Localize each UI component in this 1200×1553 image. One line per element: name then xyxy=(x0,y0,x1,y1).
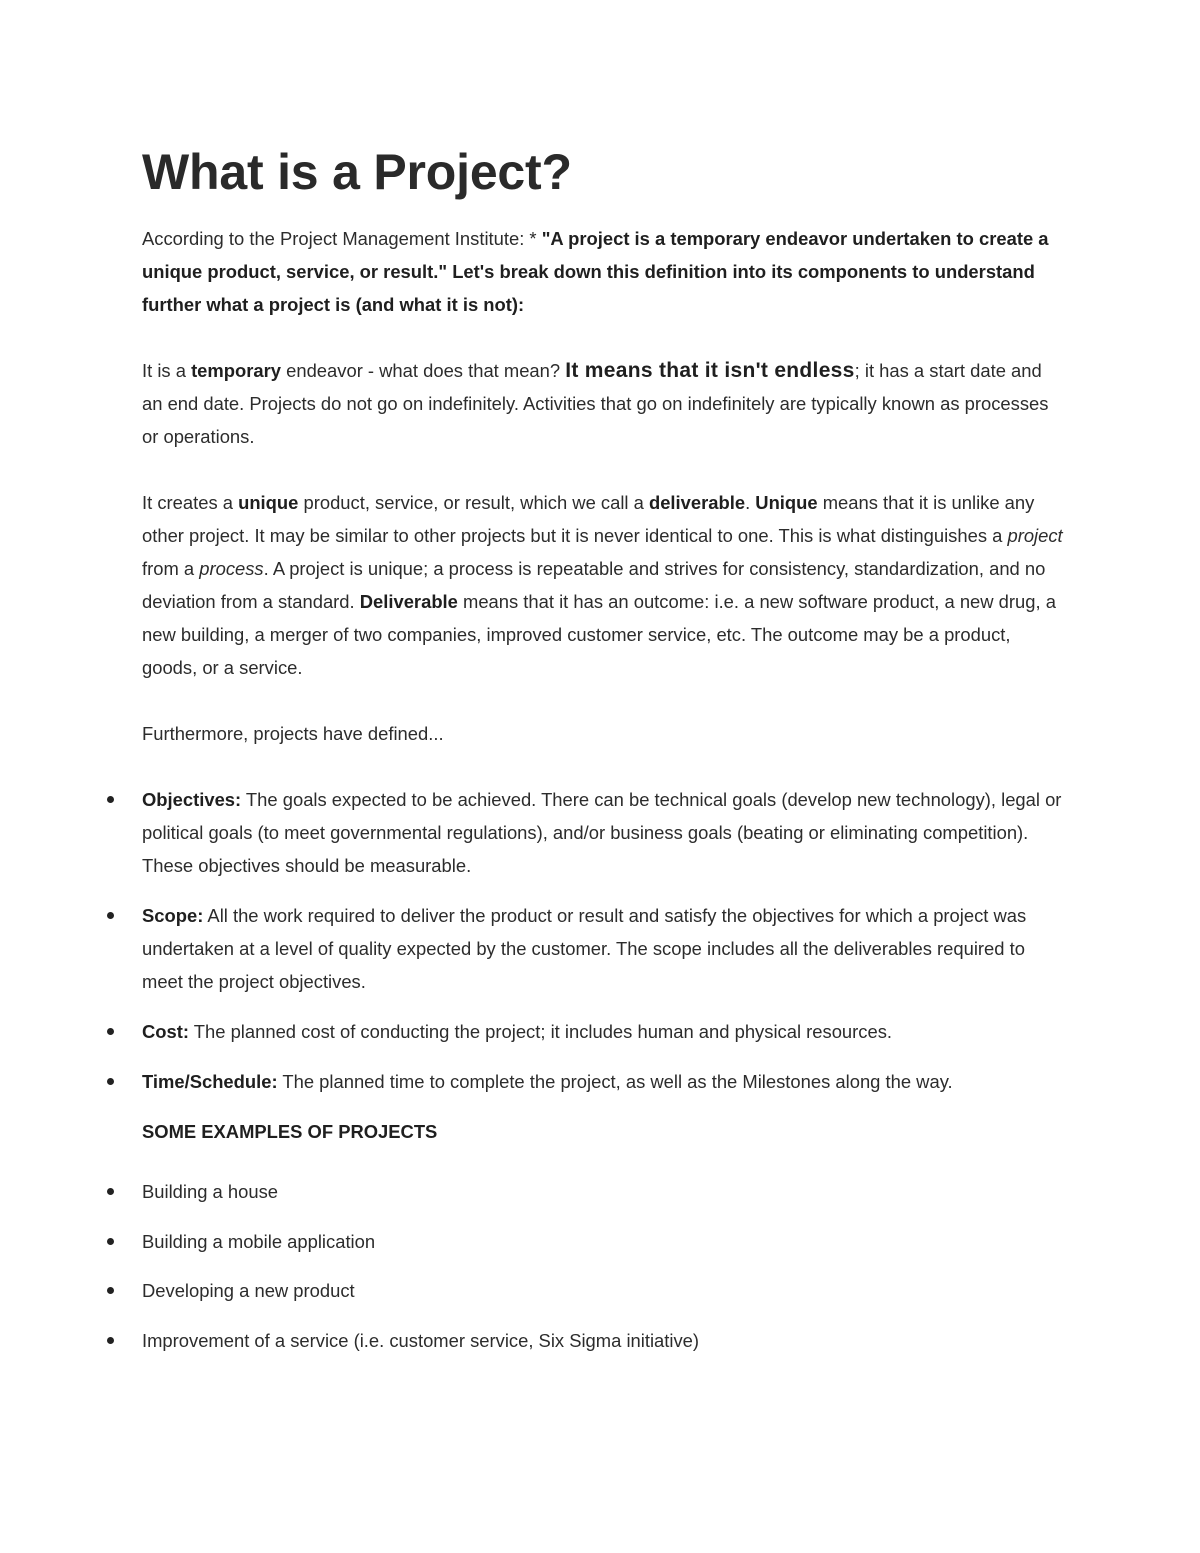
temporary-paragraph xyxy=(142,354,1067,453)
bullet-icon xyxy=(107,1337,114,1344)
text-run: from a xyxy=(142,558,200,579)
document-content xyxy=(142,140,1067,1373)
definition-term: Objectives: xyxy=(142,789,242,810)
definition-text: The planned time to complete the project, as well as the Milestones along the way. xyxy=(277,1071,953,1092)
definition-text: The goals expected to be achieved. There can be technical goals (develop new technology), legal or political goals (to meet governmental regulations), and/or business goals (beating or eliminating competition). These objectives should be measurable. xyxy=(142,789,1062,876)
examples-heading: SOME EXAMPLES OF PROJECTS xyxy=(142,1121,438,1142)
intro-quote: "A project is a temporary endeavor undertaken to create a unique product, service, or result." Let's break down this definition into its components to understand further what a project is (and what it is not): xyxy=(142,228,1049,315)
text-run: means that it is unlike any other project. It may be similar to other projects but it is never identical to one. This is what distinguishes a xyxy=(142,492,1035,546)
intro-lead: According to the Project Management Institute: * xyxy=(142,228,542,249)
bold-term-unique-2: Unique xyxy=(755,492,818,513)
bullet-icon xyxy=(107,1188,114,1195)
list-item xyxy=(142,1175,1067,1208)
text-run: It creates a xyxy=(142,492,239,513)
bullet-icon xyxy=(107,1078,114,1085)
bullet-icon xyxy=(107,1287,114,1294)
bullet-icon xyxy=(107,912,114,919)
list-item-objectives xyxy=(142,783,1067,882)
example-text: Developing a new product xyxy=(142,1280,355,1301)
definition-list xyxy=(142,783,1067,1098)
example-text: Building a mobile application xyxy=(142,1230,376,1252)
list-item xyxy=(142,1225,1067,1258)
italic-term-process: process xyxy=(199,558,264,579)
text-run: means that it has an outcome: i.e. a new software product, a new drug, a new building, a merger of two companies, improved customer service, etc. The outcome may be a product, goods, or a service. xyxy=(142,591,1056,678)
unique-paragraph xyxy=(142,486,1067,684)
example-text: Improvement of a service (i.e. customer service, Six Sigma initiative) xyxy=(142,1329,700,1351)
bold-term-deliverable: deliverable xyxy=(648,492,746,513)
italic-term-project: project xyxy=(1007,525,1063,546)
bullet-icon xyxy=(107,796,114,803)
list-item xyxy=(142,1324,1067,1357)
definition-term: Cost: xyxy=(142,1021,189,1042)
list-item-time-schedule xyxy=(142,1065,1067,1098)
examples-list xyxy=(142,1175,1067,1357)
definition-text: All the work required to deliver the product or result and satisfy the objectives for which a project was undertaken at a level of quality expected by the customer. The scope includes all the deliverables required to meet the project objectives. xyxy=(142,905,1027,992)
text-run: It is a xyxy=(142,360,192,381)
emphasis-endless: It means that it isn't endless xyxy=(565,359,855,382)
bold-term-deliverable-2: Deliverable xyxy=(359,591,458,612)
definition-text: The planned cost of conducting the project; it includes human and physical resources. xyxy=(189,1021,893,1042)
definition-term: Scope: xyxy=(142,905,204,926)
text-run: . A project is unique; a process is repeatable and strives for consistency, standardization, and no deviation from a standard. xyxy=(142,558,1046,612)
intro-paragraph xyxy=(142,222,1067,321)
bold-term-temporary: temporary xyxy=(191,360,282,381)
list-item-scope xyxy=(142,899,1067,998)
page-title: What is a Project? xyxy=(142,144,572,200)
list-item-cost xyxy=(142,1015,1067,1048)
text-run: ; it has a start date and an end date. Projects do not go on indefinitely. Activities that go on indefinitely are typically known as processes or operations. xyxy=(142,360,1049,447)
bullet-icon xyxy=(107,1238,114,1245)
example-text: Building a house xyxy=(142,1181,278,1202)
bullet-icon xyxy=(107,1028,114,1035)
text-run: . xyxy=(745,492,756,513)
bold-term-unique: unique xyxy=(238,492,299,513)
text-run: product, service, or result, which we call a xyxy=(298,492,649,513)
furthermore-paragraph: Furthermore, projects have defined... xyxy=(142,723,444,744)
list-item xyxy=(142,1274,1067,1307)
definition-term: Time/Schedule: xyxy=(142,1071,278,1092)
text-run: endeavor - what does that mean? xyxy=(281,360,566,381)
